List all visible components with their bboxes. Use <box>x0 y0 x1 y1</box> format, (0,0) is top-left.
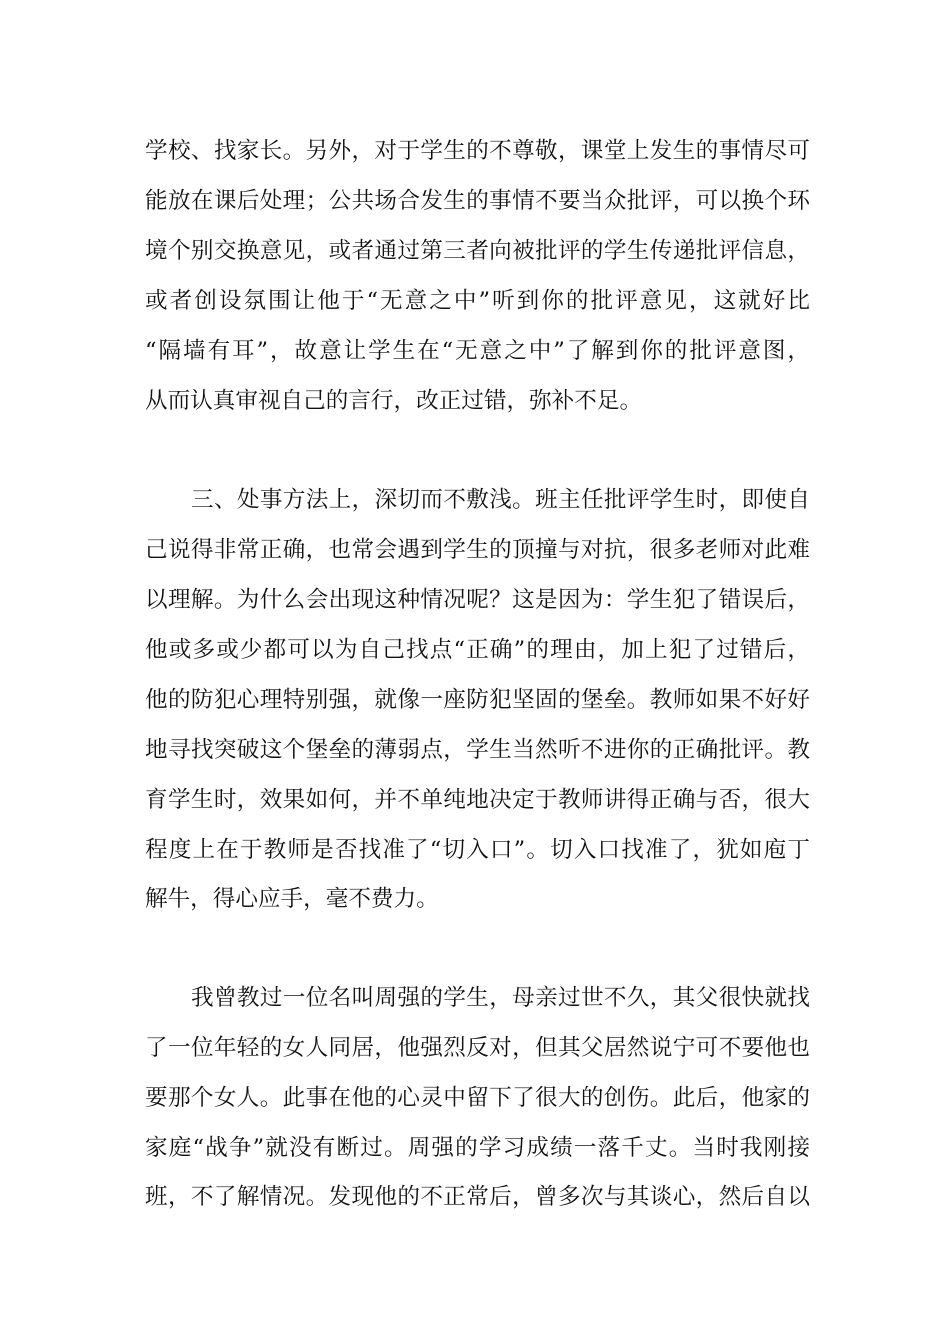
text-line: 我曾教过一位名叫周强的学生，母亲过世不久，其父很快就找 <box>191 985 810 1011</box>
text-line: 或者创设氛围让他于“无意之中”听到你的批评意见，这就好比 <box>145 288 810 314</box>
text-line: 境个别交换意见，或者通过第三者向被批评的学生传递批评信息， <box>145 238 810 264</box>
text-line: 己说得非常正确，也常会遇到学生的顶撞与对抗，很多老师对此难 <box>145 537 810 563</box>
text-line: “隔墙有耳”，故意让学生在“无意之中”了解到你的批评意图， <box>145 338 810 364</box>
text-line: 育学生时，效果如何，并不单纯地决定于教师讲得正确与否，很大 <box>145 787 810 813</box>
text-line: 他的防犯心理特别强，就像一座防犯坚固的堡垒。教师如果不好好 <box>145 687 810 713</box>
text-line: 了一位年轻的女人同居，他强烈反对，但其父居然说宁可不要他也 <box>145 1035 810 1061</box>
text-line: 学校、找家长。另外，对于学生的不尊敬，课堂上发生的事情尽可 <box>145 138 810 164</box>
text-line: 能放在课后处理；公共场合发生的事情不要当众批评，可以换个环 <box>145 188 810 214</box>
text-line: 从而认真审视自己的言行，改正过错，弥补不足。 <box>145 388 643 414</box>
text-line: 班，不了解情况。发现他的不正常后，曾多次与其谈心，然后自以 <box>145 1184 810 1210</box>
text-line: 解牛，得心应手，毫不费力。 <box>145 886 439 912</box>
text-line: 程度上在于教师是否找准了“切入口”。切入口找准了，犹如庖丁 <box>145 837 810 863</box>
text-line: 以理解。为什么会出现这种情况呢？这是因为：学生犯了错误后， <box>145 587 810 613</box>
text-line: 要那个女人。此事在他的心灵中留下了很大的创伤。此后，他家的 <box>145 1085 810 1111</box>
text-line: 家庭“战争”就没有断过。周强的学习成绩一落千丈。当时我刚接 <box>145 1135 810 1161</box>
text-line: 三、处事方法上，深切而不敷浅。班主任批评学生时，即使自 <box>191 487 810 513</box>
text-line: 地寻找突破这个堡垒的薄弱点，学生当然听不进你的正确批评。教 <box>145 737 810 763</box>
text-line: 他或多或少都可以为自己找点“正确”的理由，加上犯了过错后， <box>145 637 810 663</box>
